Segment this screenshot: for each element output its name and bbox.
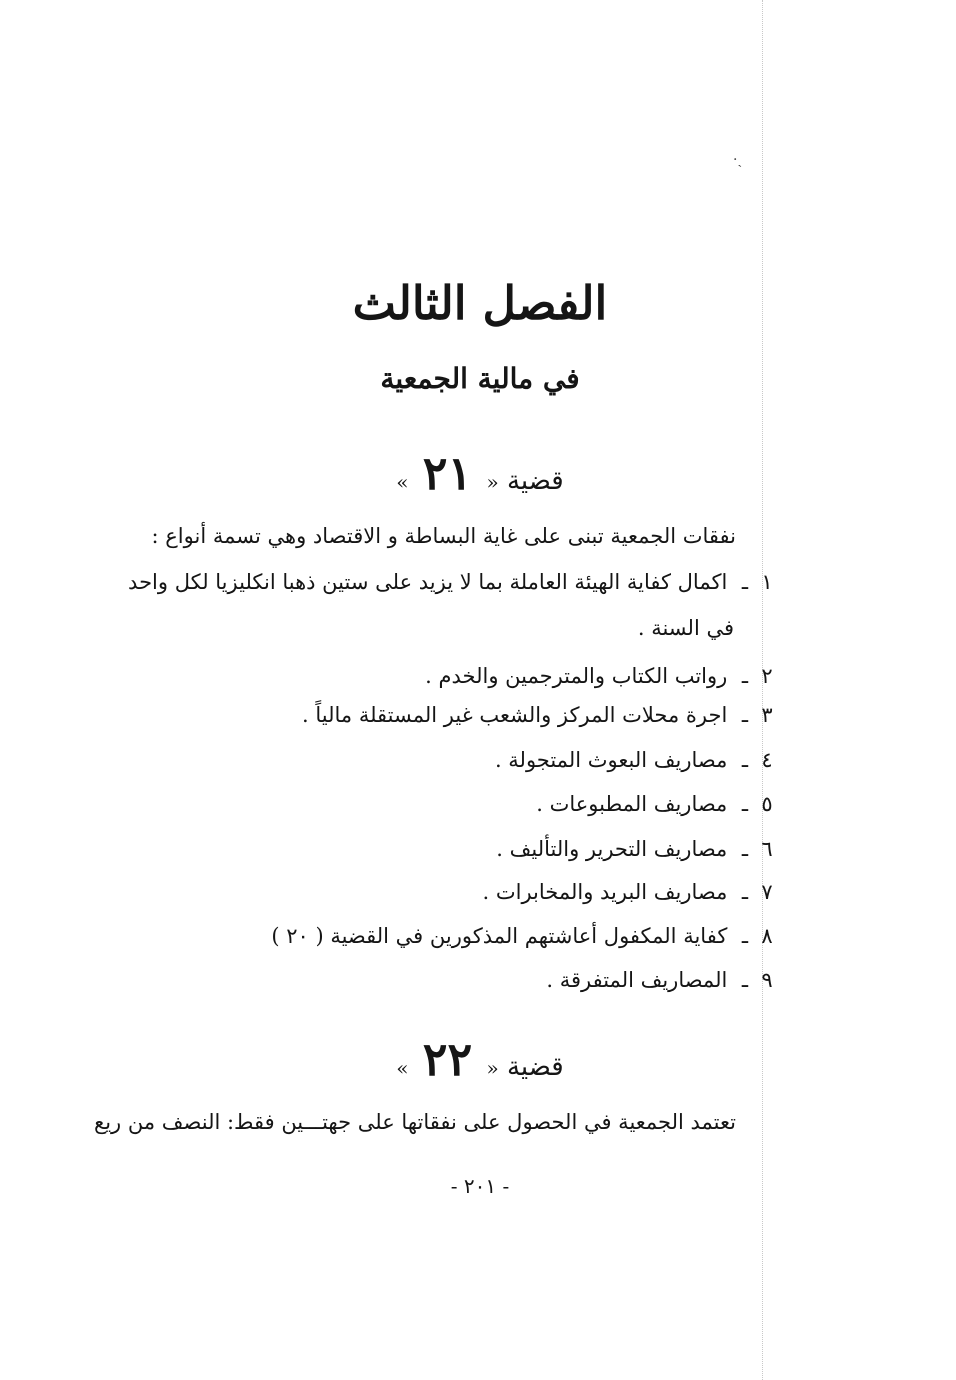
open-quote: «	[486, 1056, 499, 1080]
case-21-heading	[330, 446, 630, 500]
case-number: ٢١	[422, 446, 473, 500]
page-number: - ٢٠١ -	[450, 1174, 510, 1198]
item-text: المصاريف المتفرقة .	[546, 968, 728, 992]
list-item	[425, 664, 778, 688]
case-21-intro: نفقات الجمعية تبنى على غاية البساطة و الاقتصاد وهي تسمة أنواع :	[151, 524, 736, 548]
list-item	[496, 837, 778, 861]
list-item	[536, 792, 778, 816]
chapter-title: الفصل الثالث	[352, 276, 608, 330]
case-22-text: تعتمد الجمعية في الحصول على نفقاتها على جهتـــين فقط: النصف من ريع	[94, 1110, 736, 1134]
item-dash: ـ	[741, 880, 749, 904]
item-text: رواتب الكتاب والمترجمين والخدم .	[425, 664, 728, 688]
item-number: ٧	[761, 880, 773, 904]
open-quote: «	[486, 470, 499, 494]
item-text: مصاريف البريد والمخابرات .	[482, 880, 728, 904]
chapter-subtitle: في مالية الجمعية	[380, 362, 580, 395]
item-text: اكمال كفاية الهيئة العاملة بما لا يزيد على ستين ذهبا انكليزيا لكل واحد	[128, 570, 728, 594]
list-item	[483, 880, 779, 904]
case-label: قضية	[506, 466, 564, 496]
list-item	[495, 748, 778, 772]
scan-speck: ·ˏ	[733, 152, 743, 168]
item-number: ٣	[761, 703, 773, 727]
close-quote: »	[396, 470, 409, 494]
case-label: قضية	[506, 1052, 564, 1082]
list-item	[302, 703, 778, 727]
item-text: مصاريف المطبوعات .	[536, 792, 728, 816]
item-text: اجرة محلات المركز والشعب غير المستقلة مالياً .	[302, 703, 728, 727]
item-dash: ـ	[741, 748, 749, 772]
item-text: مصاريف التحرير والتأليف .	[496, 837, 728, 861]
item-dash: ـ	[741, 703, 749, 727]
item-number: ٢	[761, 664, 773, 688]
item-number: ٤	[761, 748, 773, 772]
list-item	[546, 968, 778, 992]
item-dash: ـ	[741, 570, 749, 594]
item-dash: ـ	[741, 837, 749, 861]
item-number: ٩	[761, 968, 773, 992]
list-item	[128, 570, 778, 594]
case-number: ٢٢	[422, 1032, 473, 1086]
list-item	[271, 924, 778, 948]
item-text: كفاية المكفول أعاشتهم المذكورين في القضية ( ٢٠ )	[271, 924, 728, 948]
case-22-heading	[330, 1032, 630, 1086]
item-number: ٦	[761, 837, 773, 861]
close-quote: »	[396, 1056, 409, 1080]
item-dash: ـ	[741, 924, 749, 948]
item-text: مصاريف البعوث المتجولة .	[494, 748, 728, 772]
item-number: ١	[761, 570, 773, 594]
item-dash: ـ	[741, 792, 749, 816]
item-number: ٨	[761, 924, 773, 948]
item-dash: ـ	[741, 664, 749, 688]
item-dash: ـ	[741, 968, 749, 992]
item-1-continuation: في السنة .	[637, 616, 734, 640]
page-fold-line	[762, 0, 763, 1380]
item-number: ٥	[761, 792, 773, 816]
